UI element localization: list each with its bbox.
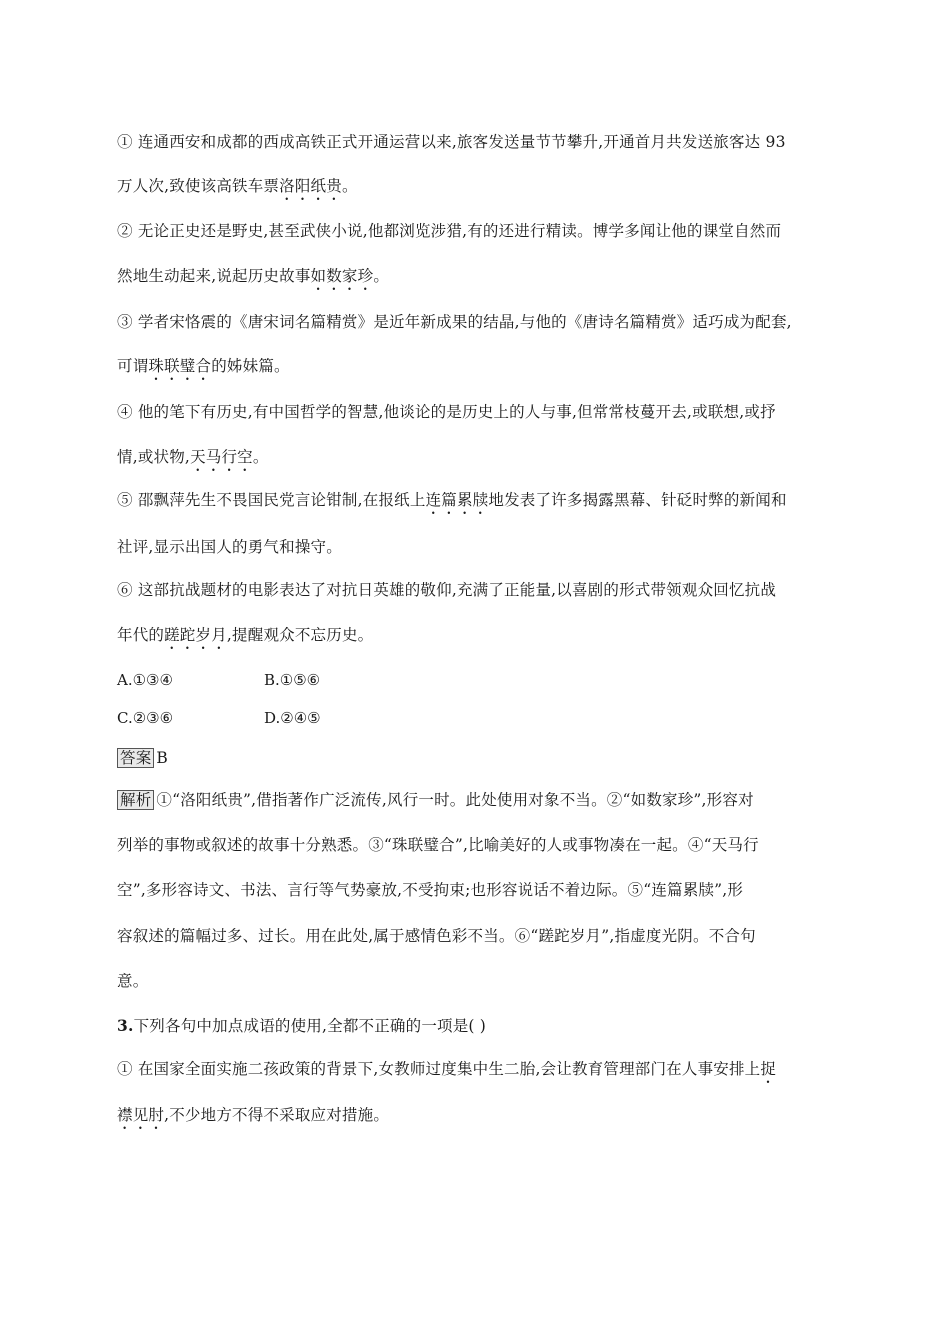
option-b: B.①⑤⑥ [264,671,321,689]
item-2-line-1 [117,220,781,242]
item-4-text: ④ 他的笔下有历史,有中国哲学的智慧,他谈论的是历史上的人与事,但常常枝蔓开去,或联想,或抒 [117,403,776,421]
item-6-line-1 [117,579,776,601]
item-4-end: 。 [252,448,269,466]
analysis-line-1 [117,789,754,811]
item-2-line-2 [117,265,389,294]
question-3-item-1-idiom-start: 捉 [760,1060,777,1078]
item-2-end: 。 [373,267,390,285]
item-4-line-1 [117,401,776,423]
question-3-item-1-idiom-end: 襟见肘 [117,1106,165,1124]
item-3-end: 的姊妹篇。 [211,357,290,375]
option-d: D.②④⑤ [264,709,321,727]
item-6-line-2 [117,624,373,653]
question-3-text: 下列各句中加点成语的使用,全都不正确的一项是( ) [133,1017,487,1035]
analysis-line-5 [117,970,148,992]
item-6-text-cont: 年代的 [117,626,165,644]
item-5-text-post: 地发表了许多揭露黑幕、针砭时弊的新闻和 [488,491,787,509]
item-2-idiom: 如数家珍 [310,267,374,285]
item-1-line-2 [117,175,358,204]
item-3-idiom: 珠联璧合 [148,357,212,375]
item-1-end: 。 [341,177,358,195]
analysis-text-2: 列举的事物或叙述的故事十分熟悉。③“珠联璧合”,比喻美好的人或事物凑在一起。④“天马行 [117,836,759,854]
item-6-text: ⑥ 这部抗战题材的电影表达了对抗日英雄的敬仰,充满了正能量,以喜剧的形式带领观众回忆抗战 [117,581,777,599]
item-4-line-2 [117,446,269,475]
analysis-line-4 [117,925,756,947]
item-4-text-cont: 情,或状物, [117,448,191,466]
item-5-text: ⑤ 邵飘萍先生不畏国民党言论钳制,在报纸上 [117,491,426,509]
item-3-line-2 [117,355,290,384]
answer-line [117,747,168,769]
question-3-item-1-text: ① 在国家全面实施二孩政策的背景下,女教师过度集中生二胎,会让教育管理部门在人事安排上 [117,1060,761,1078]
item-5-text-cont: 社评,显示出国人的勇气和操守。 [117,538,342,556]
question-3-stem [117,1015,486,1037]
analysis-text-5: 意。 [117,972,149,990]
item-1-line-1 [117,131,786,153]
question-3-item-1-line-1 [117,1058,776,1087]
answer-tag: 答案 [117,748,154,768]
item-3-line-1 [117,311,792,333]
question-3-item-1-line-2 [117,1104,389,1133]
answer-value: B [156,749,168,767]
item-2-text-cont: 然地生动起来,说起历史故事 [117,267,311,285]
item-1-text-cont: 万人次,致使该高铁车票 [117,177,280,195]
item-1-idiom: 洛阳纸贵 [279,177,342,195]
item-3-text-cont: 可谓 [117,357,149,375]
question-3-number: 3. [117,1016,134,1035]
analysis-line-2 [117,834,759,856]
item-5-idiom: 连篇累牍 [425,491,489,509]
analysis-tag: 解析 [117,790,154,810]
item-1-text: ① 连通西安和成都的西成高铁正式开通运营以来,旅客发送量节节攀升,开通首月共发送旅客达 93 [117,133,786,151]
option-c: C.②③⑥ [117,709,174,727]
analysis-text-1: ①“洛阳纸贵”,借指著作广泛流传,风行一时。此处使用对象不当。②“如数家珍”,形容对 [156,791,754,809]
item-3-text: ③ 学者宋恪震的《唐宋词名篇精赏》是近年新成果的结晶,与他的《唐诗名篇精赏》适巧成为配套, [117,313,792,331]
analysis-text-3: 空”,多形容诗文、书法、言行等气势豪放,不受拘束;也形容说话不着边际。⑤“连篇累牍”,形 [117,881,744,899]
question-3-item-1-text-post: ,不少地方不得不采取应对措施。 [164,1106,390,1124]
analysis-text-4: 容叙述的篇幅过多、过长。用在此处,属于感情色彩不当。⑥“蹉跎岁月”,指虚度光阴。不合句 [117,927,756,945]
item-6-idiom: 蹉跎岁月 [164,626,227,644]
item-4-idiom: 天马行空 [190,448,253,466]
analysis-line-3 [117,879,743,901]
item-6-end: ,提醒观众不忘历史。 [226,626,374,644]
item-2-text: ② 无论正史还是野史,甚至武侠小说,他都浏览涉猎,有的还进行精读。博学多闻让他的课堂自然而 [117,222,782,240]
item-5-line-1 [117,489,787,518]
item-5-line-2 [117,536,342,558]
option-a: A.①③④ [117,671,173,689]
